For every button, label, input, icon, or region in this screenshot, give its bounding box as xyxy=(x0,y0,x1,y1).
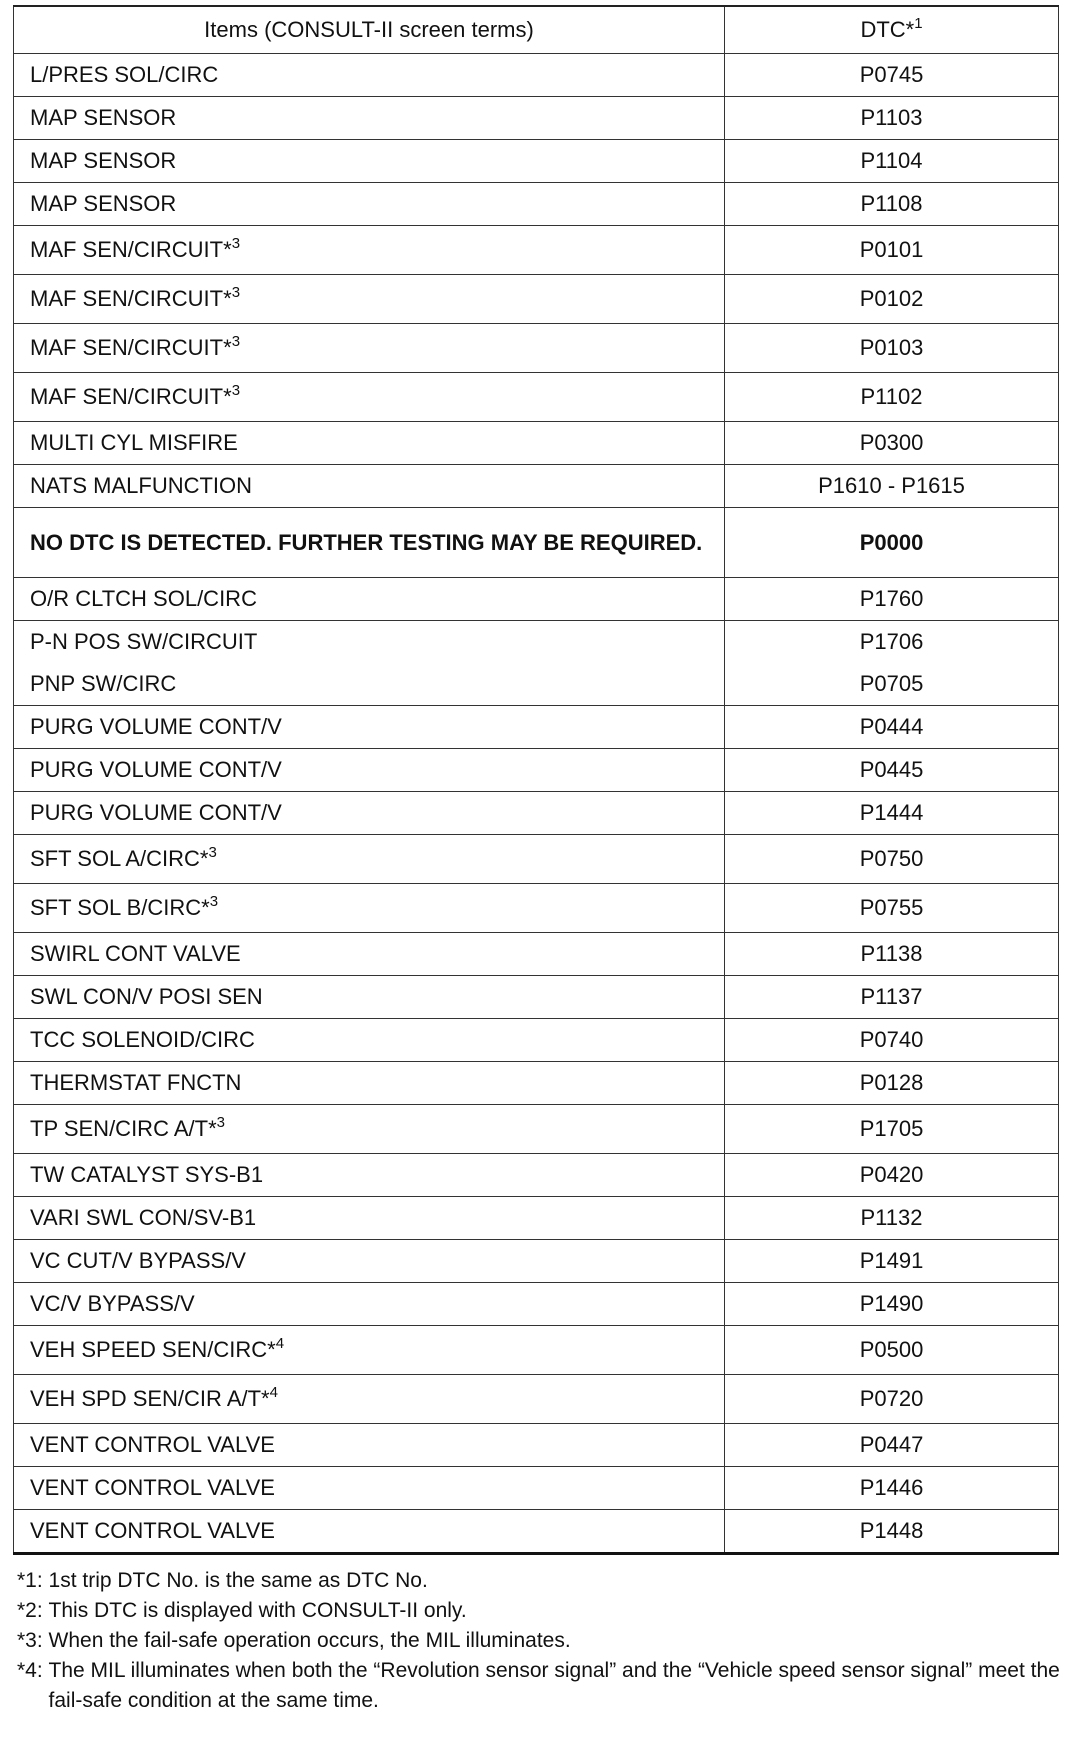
dtc-code-cell: P1610 - P1615 xyxy=(725,465,1059,508)
item-cell: PURG VOLUME CONT/V xyxy=(14,749,725,792)
header-items: Items (CONSULT-II screen terms) xyxy=(14,6,725,54)
item-cell: MAF SEN/CIRCUIT*$^3$ xyxy=(14,373,725,422)
item-cell: SWIRL CONT VALVE xyxy=(14,933,725,976)
dtc-code-cell: P1102 xyxy=(725,373,1059,422)
table-header-row xyxy=(14,6,1059,54)
table-row xyxy=(14,884,1059,933)
item-cell: VC CUT/V BYPASS/V xyxy=(14,1240,725,1283)
footnote xyxy=(17,1596,1062,1626)
table-row xyxy=(14,1197,1059,1240)
dtc-code-cell: P0745 xyxy=(725,54,1059,97)
item-cell: SWL CON/V POSI SEN xyxy=(14,976,725,1019)
footnote-ref: 3 xyxy=(209,892,219,910)
dtc-code-cell: P0102 xyxy=(725,275,1059,324)
table-row xyxy=(14,933,1059,976)
dtc-code-cell: P0500 xyxy=(725,1326,1059,1375)
table-row xyxy=(14,1240,1059,1283)
dtc-code-cell: P0300 xyxy=(725,422,1059,465)
item-cell: L/PRES SOL/CIRC xyxy=(14,54,725,97)
table-row xyxy=(14,54,1059,97)
item-cell: VC/V BYPASS/V xyxy=(14,1283,725,1326)
dtc-code-cell: P1444 xyxy=(725,792,1059,835)
footnote-text: When the fail-safe operation occurs, the MIL illuminates. xyxy=(48,1629,571,1652)
table-row xyxy=(14,976,1059,1019)
footnote-ref: 3 xyxy=(216,1113,225,1131)
footnotes xyxy=(17,1566,1062,1716)
item-cell: PURG VOLUME CONT/V xyxy=(14,706,725,749)
dtc-code-cell: P0720 xyxy=(725,1375,1059,1424)
table-row xyxy=(14,1326,1059,1375)
table-row xyxy=(14,578,1059,621)
footnote-ref: 3 xyxy=(231,283,241,301)
dtc-code-cell: P0750 xyxy=(725,835,1059,884)
footnote-mark: *4: xyxy=(17,1659,49,1682)
dtc-code-cell: P1490 xyxy=(725,1283,1059,1326)
footnote-text: The MIL illuminates when both the “Revolution sensor signal” and the “Vehicle speed sensor signal” meet the fail-safe condition at the same time. xyxy=(48,1659,1060,1712)
item-cell: MAF SEN/CIRCUIT*$^3$ xyxy=(14,324,725,373)
footnote xyxy=(17,1656,1062,1716)
item-cell: MAF SEN/CIRCUIT*$^3$ xyxy=(14,226,725,275)
table-row xyxy=(14,621,1059,664)
dtc-code-cell: P1760 xyxy=(725,578,1059,621)
dtc-code-cell: P0103 xyxy=(725,324,1059,373)
footnote-mark: *1: xyxy=(17,1569,49,1592)
table-row xyxy=(14,324,1059,373)
table-row xyxy=(14,508,1059,578)
footnote-ref: 3 xyxy=(231,332,241,350)
item-cell: O/R CLTCH SOL/CIRC xyxy=(14,578,725,621)
item-cell: PURG VOLUME CONT/V xyxy=(14,792,725,835)
table-row xyxy=(14,465,1059,508)
table-row xyxy=(14,706,1059,749)
item-cell: VEH SPD SEN/CIR A/T*$^4$ xyxy=(14,1375,725,1424)
footnote-ref: 4 xyxy=(275,1334,285,1352)
table-row xyxy=(14,1424,1059,1467)
dtc-code-cell: P1137 xyxy=(725,976,1059,1019)
header-dtc: DTC*$^1$ xyxy=(725,6,1059,54)
dtc-table xyxy=(13,5,1059,1555)
dtc-code-cell: P1705 xyxy=(725,1105,1059,1154)
item-cell: NO DTC IS DETECTED. FURTHER TESTING MAY BE REQUIRED. xyxy=(14,508,725,578)
item-cell: SFT SOL B/CIRC*$^3$ xyxy=(14,884,725,933)
table-row xyxy=(14,140,1059,183)
dtc-code-cell: P0445 xyxy=(725,749,1059,792)
footnote-ref: 3 xyxy=(231,234,241,252)
item-cell: VENT CONTROL VALVE xyxy=(14,1424,725,1467)
table-row xyxy=(14,1375,1059,1424)
table-row xyxy=(14,275,1059,324)
item-cell: THERMSTAT FNCTN xyxy=(14,1062,725,1105)
item-cell: MAP SENSOR xyxy=(14,140,725,183)
table-row xyxy=(14,792,1059,835)
item-cell: TCC SOLENOID/CIRC xyxy=(14,1019,725,1062)
dtc-code-cell: P1103 xyxy=(725,97,1059,140)
table-row xyxy=(14,226,1059,275)
item-cell: PNP SW/CIRC xyxy=(14,663,725,706)
footnote-mark: *2: xyxy=(17,1599,49,1622)
item-cell: MAF SEN/CIRCUIT*$^3$ xyxy=(14,275,725,324)
table-row xyxy=(14,1510,1059,1554)
table-row xyxy=(14,749,1059,792)
dtc-code-cell: P1491 xyxy=(725,1240,1059,1283)
dtc-code-cell: P1108 xyxy=(725,183,1059,226)
footnote-text: This DTC is displayed with CONSULT-II only. xyxy=(48,1599,467,1622)
dtc-code-cell: P1138 xyxy=(725,933,1059,976)
table-row xyxy=(14,1062,1059,1105)
dtc-code-cell: P0755 xyxy=(725,884,1059,933)
dtc-code-cell: P0740 xyxy=(725,1019,1059,1062)
dtc-code-cell: P0444 xyxy=(725,706,1059,749)
footnote-ref: 4 xyxy=(269,1383,278,1401)
table-row xyxy=(14,97,1059,140)
item-cell: VARI SWL CON/SV-B1 xyxy=(14,1197,725,1240)
dtc-code-cell: P0000 xyxy=(725,508,1059,578)
table-row xyxy=(14,835,1059,884)
table-row xyxy=(14,1154,1059,1197)
dtc-code-cell: P1132 xyxy=(725,1197,1059,1240)
dtc-code-cell: P1448 xyxy=(725,1510,1059,1554)
table-row xyxy=(14,1283,1059,1326)
table-body xyxy=(14,54,1059,1554)
item-cell: VEH SPEED SEN/CIRC*$^4$ xyxy=(14,1326,725,1375)
table-row xyxy=(14,1105,1059,1154)
dtc-code-cell: P1104 xyxy=(725,140,1059,183)
dtc-code-cell: P0447 xyxy=(725,1424,1059,1467)
dtc-code-cell: P0705 xyxy=(725,663,1059,706)
table-row xyxy=(14,373,1059,422)
footnote-text: 1st trip DTC No. is the same as DTC No. xyxy=(48,1569,428,1592)
item-cell: VENT CONTROL VALVE xyxy=(14,1510,725,1554)
table-row xyxy=(14,1467,1059,1510)
footnote xyxy=(17,1566,1062,1596)
item-cell: MAP SENSOR xyxy=(14,97,725,140)
item-cell: TW CATALYST SYS-B1 xyxy=(14,1154,725,1197)
footnote-mark: *3: xyxy=(17,1629,49,1652)
item-cell: P-N POS SW/CIRCUIT xyxy=(14,621,725,664)
item-cell: NATS MALFUNCTION xyxy=(14,465,725,508)
footnote-ref: 3 xyxy=(208,843,217,861)
dtc-code-cell: P0420 xyxy=(725,1154,1059,1197)
table-row xyxy=(14,1019,1059,1062)
table-row xyxy=(14,663,1059,706)
footnote-ref: 3 xyxy=(231,381,241,399)
item-cell: MAP SENSOR xyxy=(14,183,725,226)
item-cell: SFT SOL A/CIRC*$^3$ xyxy=(14,835,725,884)
dtc-code-cell: P0128 xyxy=(725,1062,1059,1105)
dtc-code-cell: P1706 xyxy=(725,621,1059,664)
table-row xyxy=(14,422,1059,465)
item-cell: TP SEN/CIRC A/T*$^3$ xyxy=(14,1105,725,1154)
footnote xyxy=(17,1626,1062,1656)
item-cell: MULTI CYL MISFIRE xyxy=(14,422,725,465)
dtc-code-cell: P0101 xyxy=(725,226,1059,275)
item-cell: VENT CONTROL VALVE xyxy=(14,1467,725,1510)
table-row xyxy=(14,183,1059,226)
dtc-code-cell: P1446 xyxy=(725,1467,1059,1510)
